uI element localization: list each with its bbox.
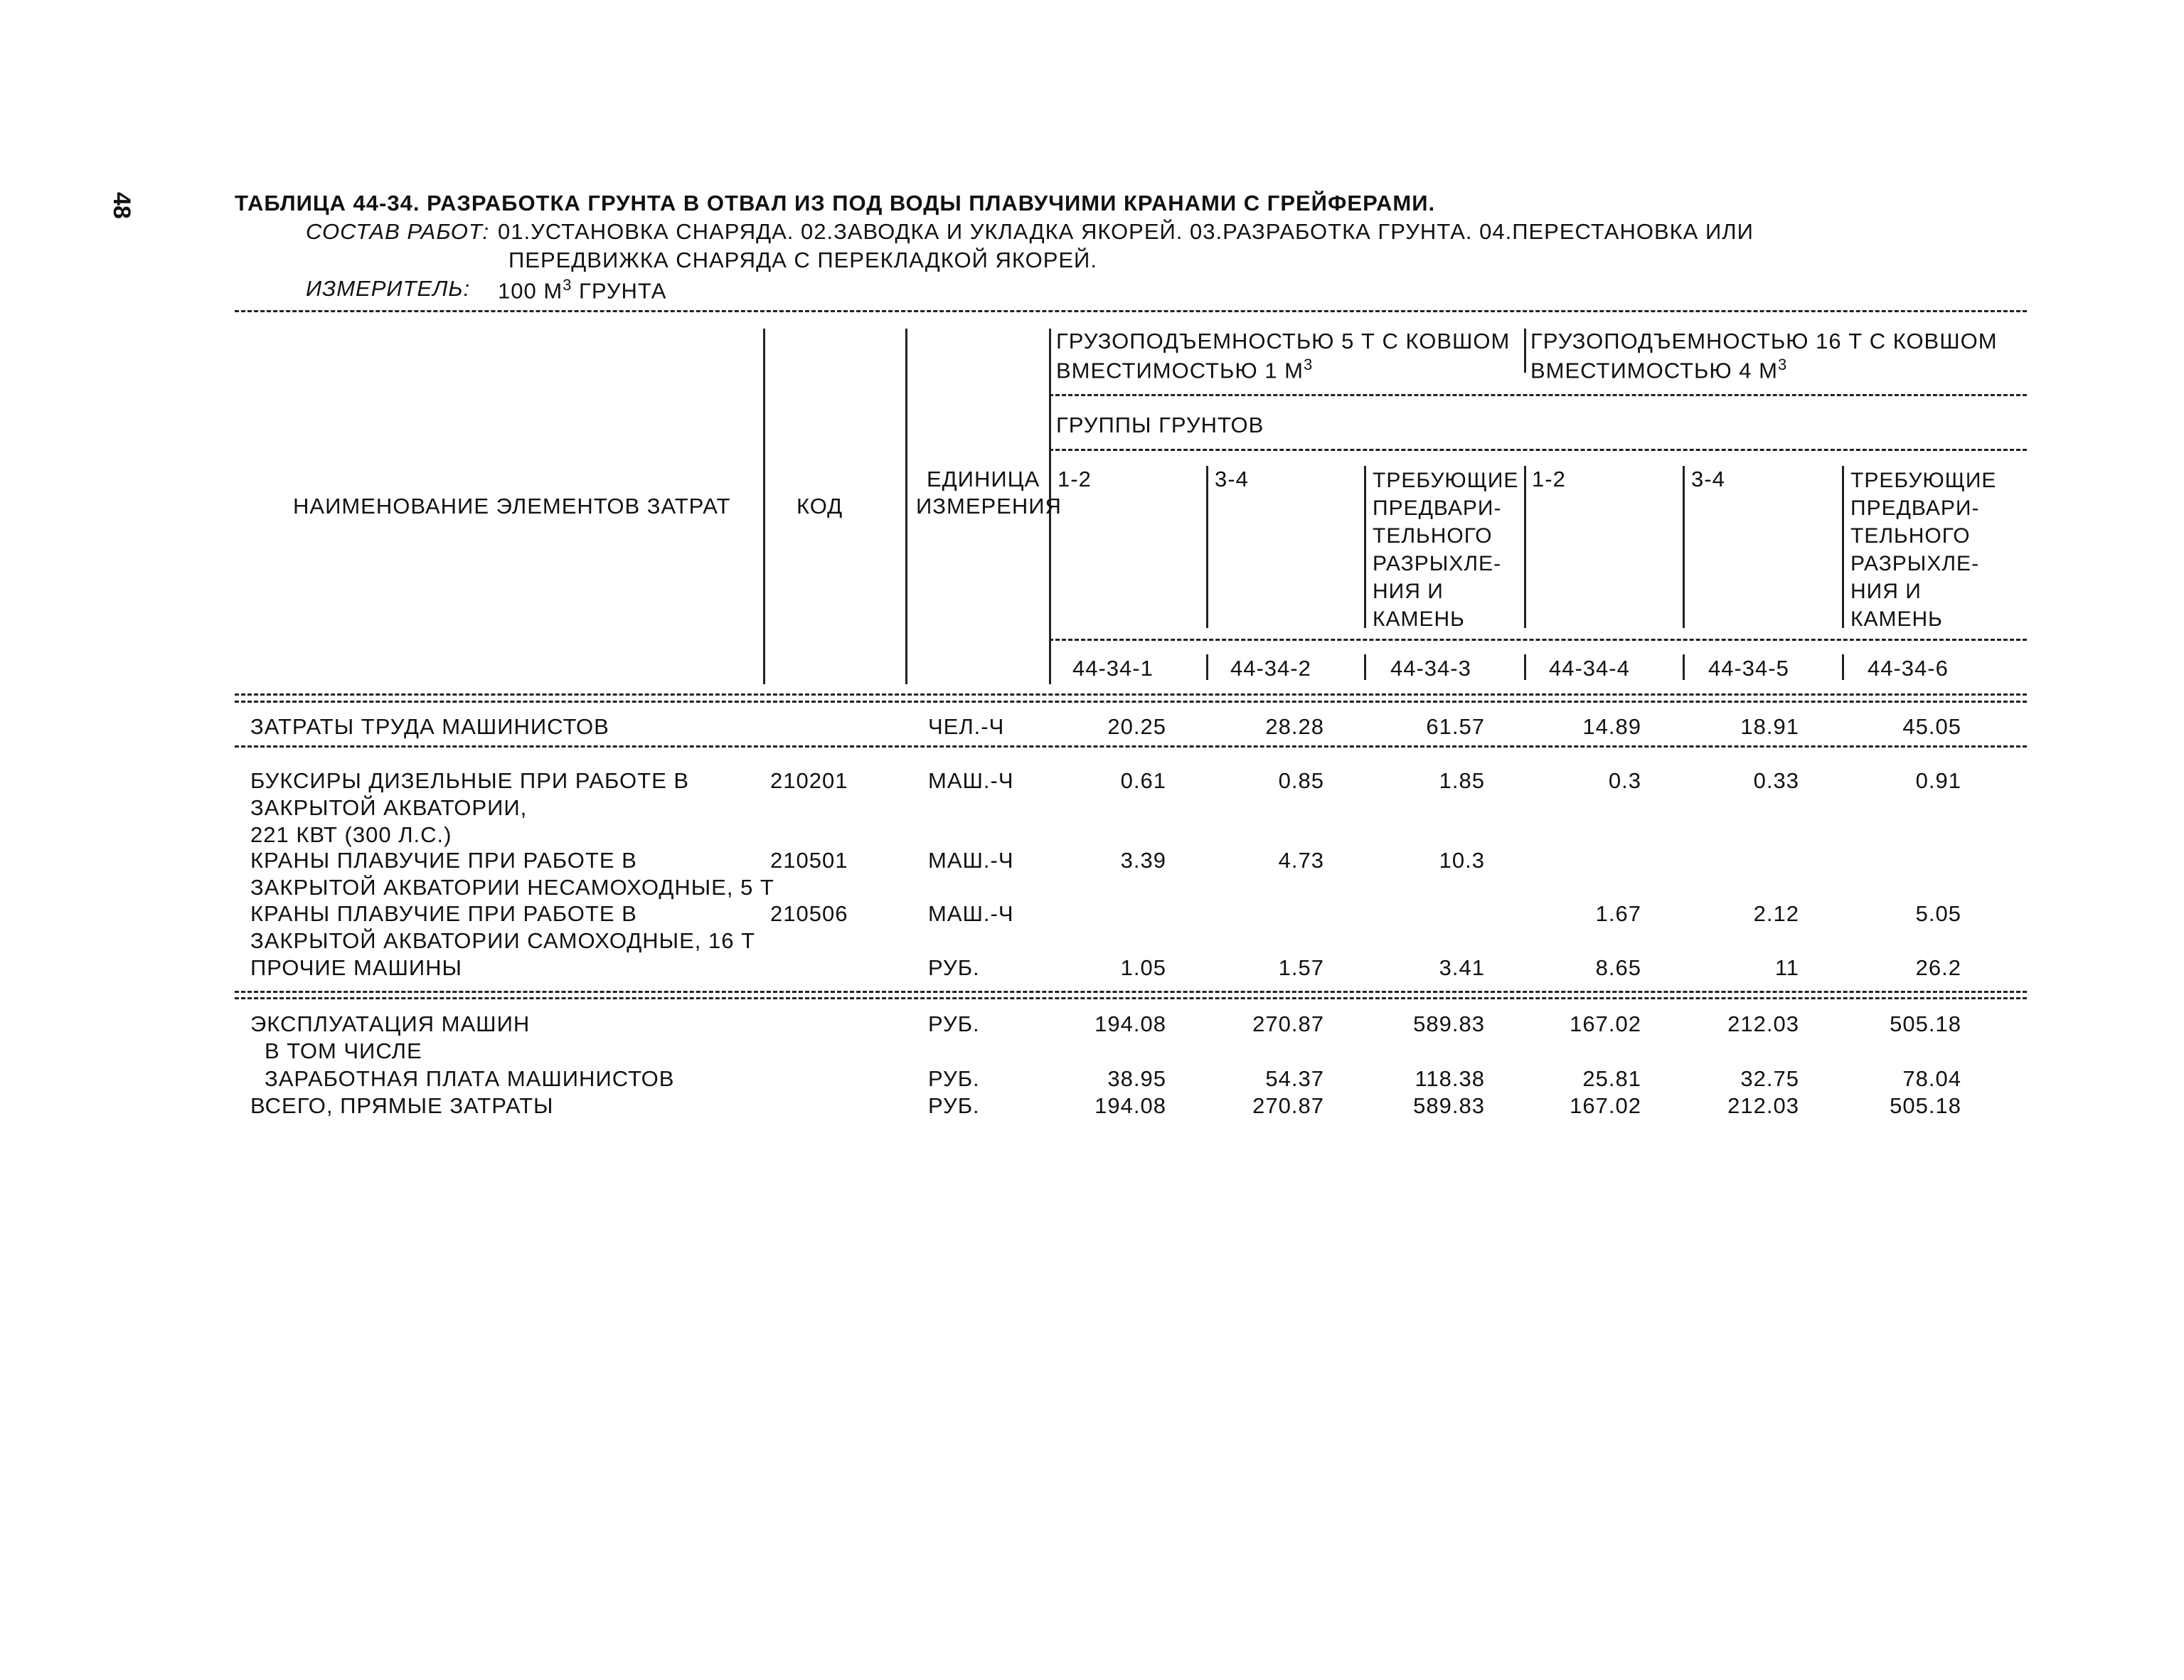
row-name: КРАНЫ ПЛАВУЧИЕ ПРИ РАБОТЕ В (250, 848, 637, 873)
vline-sub-1 (1206, 466, 1208, 628)
sub-3-4-b: 3-4 (1691, 467, 1725, 491)
page-number: 48 (108, 192, 135, 219)
row-value: 14.89 (1582, 714, 1641, 739)
row-name: ЗАКРЫТОЙ АКВАТОРИИ, (250, 795, 528, 820)
row-value: 1.57 (1278, 955, 1324, 980)
code-44-34-2: 44-34-2 (1230, 656, 1311, 681)
vline-sub-4 (1683, 466, 1685, 628)
sub-3-4-a: 3-4 (1215, 467, 1249, 491)
rule-machines-2 (235, 997, 2027, 999)
row-value: 270.87 (1252, 1093, 1324, 1118)
row-value: 270.87 (1252, 1011, 1324, 1036)
vline-sub-2 (1364, 466, 1366, 628)
row-value: 11 (1774, 955, 1799, 980)
group2-line1: ГРУЗОПОДЪЕМНОСТЬЮ 16 Т С КОВШОМ (1530, 329, 1998, 353)
row-value: 505.18 (1890, 1093, 1961, 1118)
row-unit: РУБ. (928, 955, 980, 980)
row-name: ЗАРАБОТНАЯ ПЛАТА МАШИНИСТОВ (265, 1066, 675, 1091)
vline-code-1 (1206, 654, 1208, 680)
header-name: НАИМЕНОВАНИЕ ЭЛЕМЕНТОВ ЗАТРАТ (293, 494, 731, 519)
row-value: 194.08 (1094, 1011, 1166, 1036)
row-value: 589.83 (1413, 1011, 1485, 1036)
row-value: 0.91 (1915, 768, 1961, 793)
vline-sub-5 (1842, 466, 1844, 628)
row-unit: МАШ.-Ч (928, 848, 1014, 873)
row-value: 118.38 (1415, 1066, 1485, 1091)
row-value: 4.73 (1278, 848, 1324, 873)
row-value: 1.05 (1120, 955, 1166, 980)
code-44-34-3: 44-34-3 (1390, 656, 1471, 681)
sub-1-2-a: 1-2 (1058, 467, 1092, 491)
row-value: 20.25 (1107, 714, 1166, 739)
row-value: 38.95 (1107, 1066, 1166, 1091)
row-unit: РУБ. (928, 1066, 980, 1091)
row-unit: РУБ. (928, 1093, 980, 1118)
row-value: 1.67 (1595, 901, 1641, 926)
row-value: 10.3 (1439, 848, 1485, 873)
vline-code-3 (1524, 654, 1526, 680)
row-code: 210201 (770, 768, 848, 793)
header-code: КОД (797, 494, 843, 519)
vline-code (905, 329, 907, 684)
group1-line1: ГРУЗОПОДЪЕМНОСТЬЮ 5 Т С КОВШОМ (1056, 329, 1511, 353)
row-code: 210506 (770, 901, 848, 926)
code-44-34-6: 44-34-6 (1868, 656, 1949, 681)
rule-labour (235, 745, 2027, 748)
table-title: ТАБЛИЦА 44-34. РАЗРАБОТКА ГРУНТА В ОТВАЛ ИЗ ПОД ВОДЫ ПЛАВУЧИМИ КРАНАМИ С ГРЕЙФЕРАМИ. (235, 191, 1436, 216)
rule-header-bottom (235, 693, 2027, 696)
row-value: 61.57 (1426, 714, 1485, 739)
work-line-1: 01.УСТАНОВКА СНАРЯДА. 02.ЗАВОДКА И УКЛАДКА ЯКОРЕЙ. 03.РАЗРАБОТКА ГРУНТА. 04.ПЕРЕСТАНОВКА ИЛИ (498, 219, 1754, 244)
row-value: 8.65 (1595, 955, 1641, 980)
row-value: 167.02 (1570, 1093, 1641, 1118)
row-name: ЗАКРЫТОЙ АКВАТОРИИ НЕСАМОХОДНЫЕ, 5 Т (250, 875, 774, 900)
row-value: 5.05 (1915, 901, 1961, 926)
sub-rock-a: ТРЕБУЮЩИЕ ПРЕДВАРИ- ТЕЛЬНОГО РАЗРЫХЛЕ- НИЯ И КАМЕНЬ (1373, 469, 1519, 631)
group1-line2: ВМЕСТИМОСТЬЮ 1 $М^3$ (1056, 356, 1314, 383)
row-name: ЗАКРЫТОЙ АКВАТОРИИ САМОХОДНЫЕ, 16 Т (250, 928, 756, 953)
vline-name (763, 329, 765, 684)
vline-code-5 (1842, 654, 1844, 680)
meter-label: ИЗМЕРИТЕЛЬ: (306, 276, 471, 301)
row-value: 54.37 (1265, 1066, 1324, 1091)
row-value: 2.12 (1753, 901, 1799, 926)
row-value: 0.3 (1608, 768, 1641, 793)
row-unit: ЧЕЛ.-Ч (928, 714, 1005, 739)
row-value: 0.85 (1278, 768, 1324, 793)
work-line-2: ПЕРЕДВИЖКА СНАРЯДА С ПЕРЕКЛАДКОЙ ЯКОРЕЙ. (508, 248, 1097, 272)
rule-group (1049, 394, 2027, 396)
row-value: 25.81 (1582, 1066, 1641, 1091)
row-unit: МАШ.-Ч (928, 768, 1014, 793)
rule-machines (235, 991, 2027, 993)
code-44-34-4: 44-34-4 (1549, 656, 1630, 681)
sub-1-2-b: 1-2 (1532, 467, 1566, 491)
row-value: 28.28 (1265, 714, 1324, 739)
soil-groups-label: ГРУППЫ ГРУНТОВ (1056, 413, 1264, 437)
code-44-34-5: 44-34-5 (1708, 656, 1789, 681)
row-value: 212.03 (1727, 1011, 1799, 1036)
row-value: 78.04 (1902, 1066, 1961, 1091)
rule-soil (1049, 449, 2027, 451)
rule-codes (1049, 639, 2027, 641)
group2-line2: ВМЕСТИМОСТЬЮ 4 $М^3$ (1530, 356, 1788, 383)
vline-group (1524, 329, 1526, 373)
row-name: ЭКСПЛУАТАЦИЯ МАШИН (250, 1011, 531, 1036)
sub-rock-b: ТРЕБУЮЩИЕ ПРЕДВАРИ- ТЕЛЬНОГО РАЗРЫХЛЕ- НИЯ И КАМЕНЬ (1850, 469, 1997, 631)
row-value: 45.05 (1902, 714, 1961, 739)
row-unit: МАШ.-Ч (928, 901, 1014, 926)
meter-value: 100 $М^3$ ГРУНТА (498, 276, 667, 304)
row-value: 3.41 (1439, 955, 1485, 980)
row-value: 3.39 (1120, 848, 1166, 873)
row-value: 167.02 (1570, 1011, 1641, 1036)
work-label: СОСТАВ РАБОТ: (306, 219, 490, 244)
row-value: 589.83 (1413, 1093, 1485, 1118)
vline-sub-3 (1524, 466, 1526, 628)
row-value: 0.33 (1753, 768, 1799, 793)
row-name: В ТОМ ЧИСЛЕ (265, 1038, 422, 1063)
row-name: ПРОЧИЕ МАШИНЫ (250, 955, 462, 980)
row-value: 1.85 (1439, 768, 1485, 793)
row-name: ВСЕГО, ПРЯМЫЕ ЗАТРАТЫ (250, 1093, 554, 1118)
row-value: 212.03 (1727, 1093, 1799, 1118)
row-name: КРАНЫ ПЛАВУЧИЕ ПРИ РАБОТЕ В (250, 901, 637, 926)
code-44-34-1: 44-34-1 (1072, 656, 1154, 681)
rule-top (235, 310, 2027, 312)
row-value: 194.08 (1094, 1093, 1166, 1118)
row-value: 0.61 (1120, 768, 1166, 793)
row-unit: РУБ. (928, 1011, 980, 1036)
header-unit-2: ИЗМЕРЕНИЯ (916, 494, 1062, 519)
rule-header-bottom-2 (235, 701, 2027, 703)
row-value: 32.75 (1740, 1066, 1799, 1091)
row-value: 26.2 (1915, 955, 1961, 980)
row-name: ЗАТРАТЫ ТРУДА МАШИНИСТОВ (250, 714, 609, 739)
row-name: БУКСИРЫ ДИЗЕЛЬНЫЕ ПРИ РАБОТЕ В (250, 768, 690, 793)
row-code: 210501 (770, 848, 848, 873)
vline-code-4 (1683, 654, 1685, 680)
header-unit-1: ЕДИНИЦА (927, 467, 1040, 491)
row-value: 505.18 (1890, 1011, 1961, 1036)
vline-code-2 (1364, 654, 1366, 680)
row-value: 18.91 (1740, 714, 1799, 739)
row-name: 221 КВТ (300 Л.С.) (250, 822, 452, 847)
